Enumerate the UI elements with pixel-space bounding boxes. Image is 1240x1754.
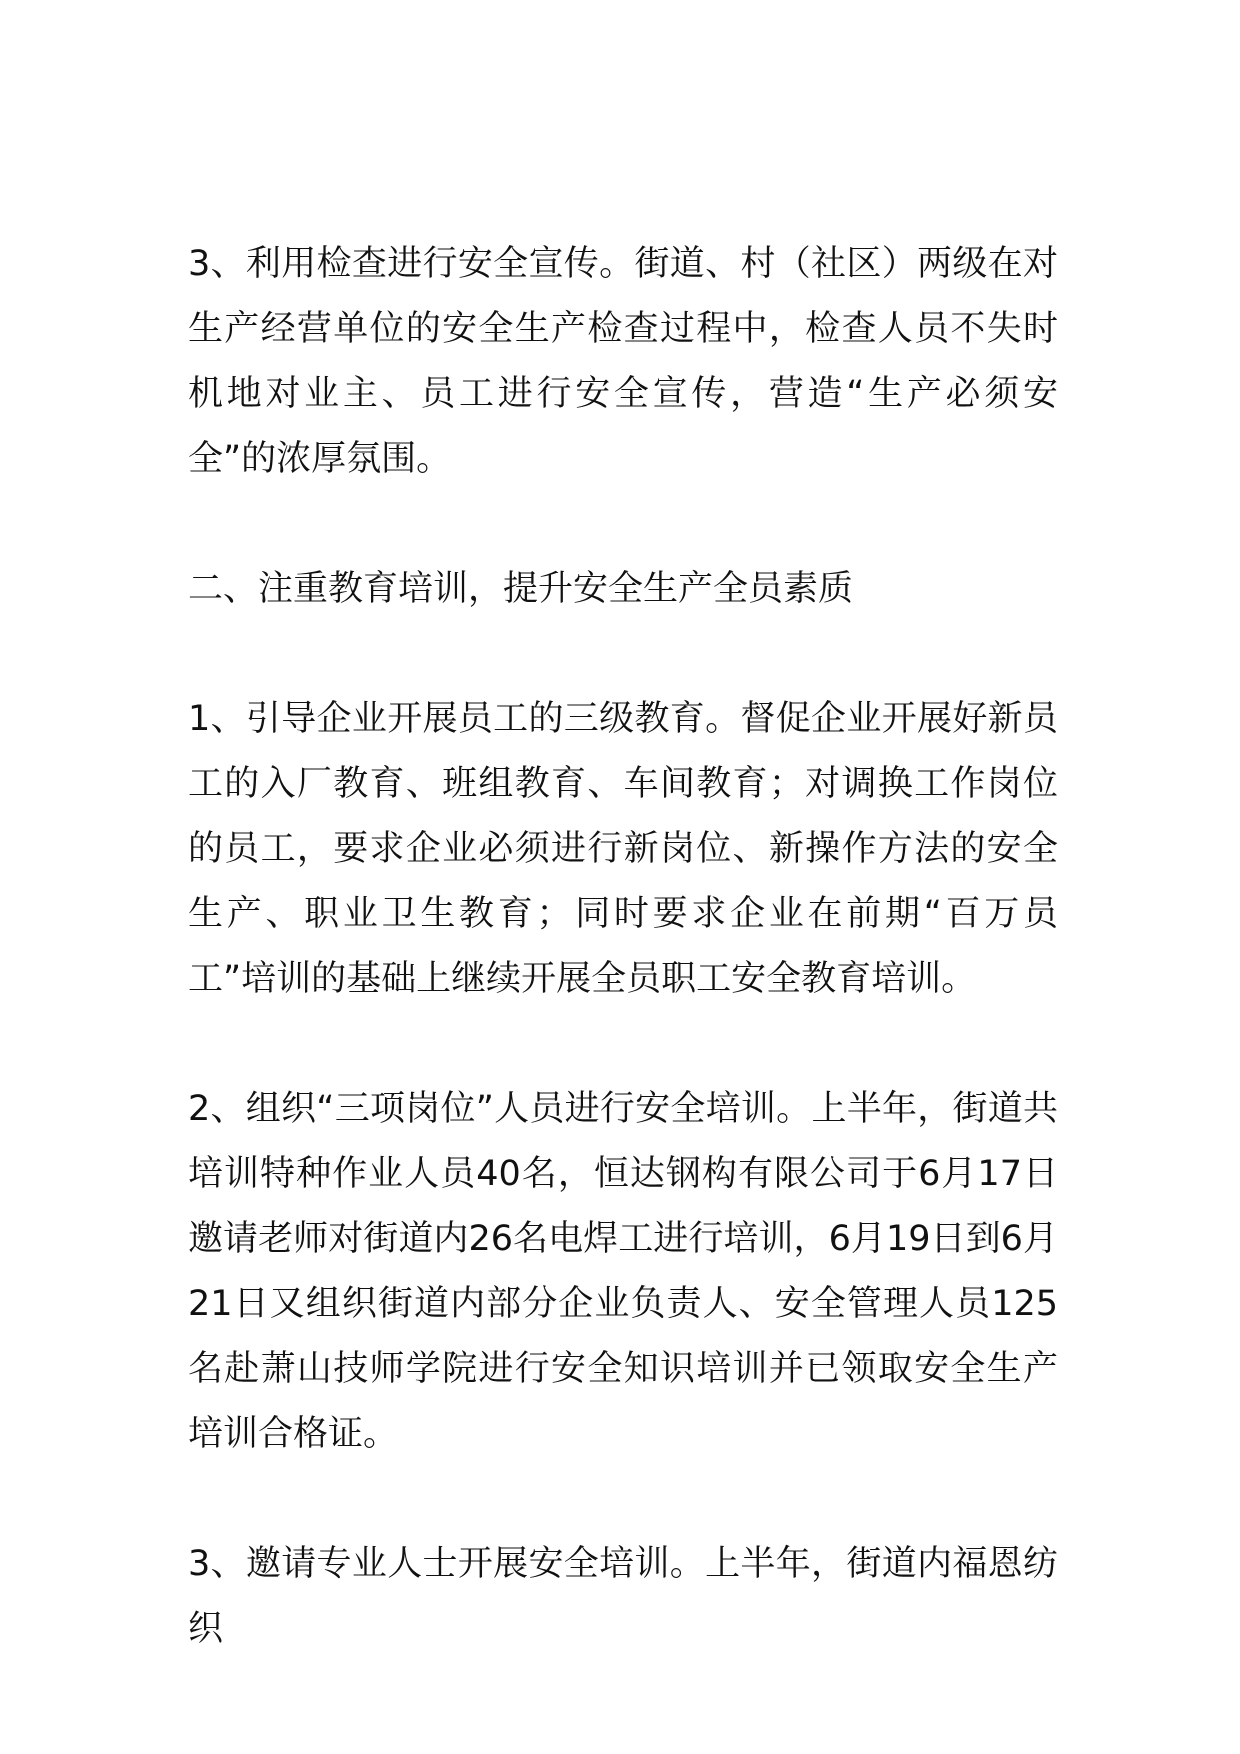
document-body: [188, 232, 1058, 1662]
paragraph-three-positions-training: 2、组织“三项岗位”人员进行安全培训。上半年，街道共培训特种作业人员40名，恒达钢构有限公司于6月17日邀请老师对街道内26名电焊工进行培训，6月19日到6月21日又组织街道内部分企业负责人、安全管理人员125名赴萧山技师学院进行安全知识培训并已领取安全生产培训合格证。: [188, 1089, 1058, 1454]
paragraph-safety-publicity: 3、利用检查进行安全宣传。街道、村（社区）两级在对生产经营单位的安全生产检查过程中，检查人员不失时机地对业主、员工进行安全宣传，营造“生产必须安全”的浓厚氛围。: [188, 244, 1058, 479]
paragraph-professional-training: 3、邀请专业人士开展安全培训。上半年，街道内福恩纺织: [188, 1544, 1058, 1649]
section-heading-education-training: 二、注重教育培训，提升安全生产全员素质: [188, 569, 854, 609]
paragraph-three-level-education: 1、引导企业开展员工的三级教育。督促企业开展好新员工的入厂教育、班组教育、车间教育；对调换工作岗位的员工，要求企业必须进行新岗位、新操作方法的安全生产、职业卫生教育；同时要求企业在前期“百万员工”培训的基础上继续开展全员职工安全教育培训。: [188, 699, 1058, 999]
